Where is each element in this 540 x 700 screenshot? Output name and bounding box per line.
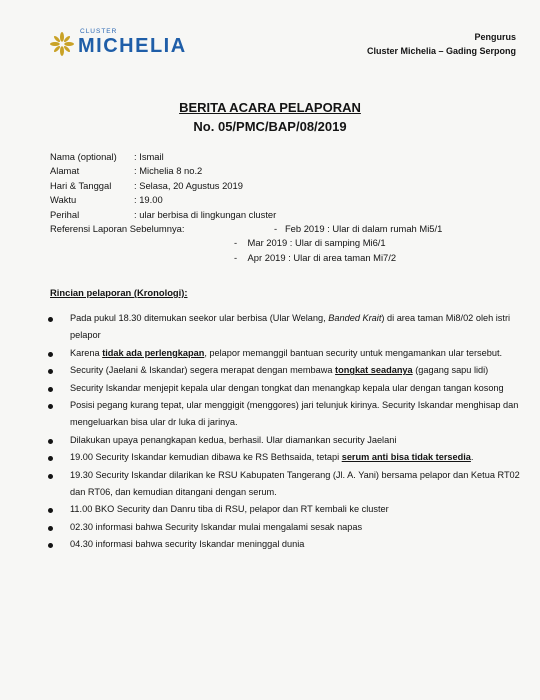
chronology-item: Security Iskandar menjepit kepala ular dengan tongkat dan menangkap kepala ular dengan tangan kosong <box>46 380 522 397</box>
item-text: Pada pukul 18.30 ditemukan seekor ular berbisa (Ular Welang, <box>70 313 329 323</box>
document-number: No. 05/PMC/BAP/08/2019 <box>193 119 347 134</box>
chronology-item: Posisi pegang kurang tepat, ular menggigit (menggores) jari telunjuk kirinya. Security Iskandar menghisap dan mengeluarkan bisa ular dr luka di jarinya. <box>46 397 522 432</box>
item-text: , pelapor memanggil bantuan security untuk mengamankan ular tersebut. <box>204 347 503 358</box>
info-value: : 19.00 <box>134 194 163 206</box>
info-label: Hari & Tanggal <box>50 179 112 191</box>
info-label: Nama (optional) <box>50 151 117 162</box>
info-row-nama <box>50 150 520 164</box>
info-value: : ular berbisa di lingkungan cluster <box>134 208 277 220</box>
chronology-list <box>46 310 522 554</box>
info-label: Alamat <box>50 165 80 177</box>
info-row-hari <box>50 179 520 193</box>
chronology-item <box>46 310 522 345</box>
logo <box>50 28 187 60</box>
reference-item: - Feb 2019 : Ular di dalam rumah Mi5/1 <box>274 222 443 234</box>
info-label: Waktu <box>50 194 77 206</box>
info-value: : Ismail <box>134 151 164 162</box>
chronology-heading: Rincian pelaporan (Kronologi): <box>50 287 188 298</box>
chronology-item: 04.30 informasi bahwa security Iskandar meninggal dunia <box>46 536 522 553</box>
reference-text: Mar 2019 : Ular di samping Mi6/1 <box>247 237 386 249</box>
item-text: (gagang sapu lidi) <box>412 365 489 376</box>
reference-item: - Apr 2019 : Ular di area taman Mi7/2 <box>234 251 397 263</box>
item-emphasis: tidak ada perlengkapan <box>102 347 205 358</box>
info-row-referensi-2 <box>50 236 520 250</box>
chronology-item <box>46 362 522 379</box>
item-text: Security (Jaelani & Iskandar) segera merapat dengan membawa <box>70 365 336 376</box>
info-row-waktu <box>50 193 520 207</box>
chronology-item: 02.30 informasi bahwa Security Iskandar mulai mengalami sesak napas <box>46 519 522 536</box>
logo-name: MICHELIA <box>78 35 187 57</box>
organization-header <box>367 30 516 58</box>
info-row-alamat <box>50 164 520 178</box>
reference-item: - Mar 2019 : Ular di samping Mi6/1 <box>234 237 386 249</box>
item-text: 19.00 Security Iskandar kemudian dibawa ke RS Bethsaida, tetapi <box>70 452 342 463</box>
logo-small-text: CLUSTER <box>80 28 118 35</box>
item-emphasis: serum anti bisa tidak tersedia <box>341 452 471 463</box>
info-value: : Michelia 8 no.2 <box>134 165 203 177</box>
reference-text: Feb 2019 : Ular di dalam rumah Mi5/1 <box>284 222 443 234</box>
info-value: : Selasa, 20 Agustus 2019 <box>134 179 243 191</box>
item-text: ) di area taman Mi8/02 oleh istri pelapor <box>70 313 511 341</box>
document-title: BERITA ACARA PELAPORAN <box>179 100 361 115</box>
info-label: Referensi Laporan Sebelumnya: <box>50 222 185 234</box>
chronology-item: Dilakukan upaya penangkapan kedua, berhasil. Ular diamankan security Jaelani <box>46 432 522 449</box>
org-line-1: Pengurus <box>474 32 516 42</box>
chronology-item <box>46 449 522 466</box>
info-row-perihal <box>50 208 520 222</box>
item-emphasis: tongkat seadanya <box>335 365 413 376</box>
info-label: Perihal <box>50 208 80 220</box>
chronology-item <box>46 345 522 362</box>
info-row-referensi-3 <box>50 251 520 265</box>
flower-icon <box>50 32 74 56</box>
chronology-item: 19.30 Security Iskandar dilarikan ke RSU Kabupaten Tangerang (Jl. A. Yani) bersama pelapor dan Ketua RT02 dan RT06, dan kemudian ditangani dengan serum. <box>46 467 522 502</box>
item-italic: Banded Krait <box>328 313 382 323</box>
org-line-2: Cluster Michelia – Gading Serpong <box>366 46 516 56</box>
item-text: Karena <box>70 347 103 358</box>
item-text: . <box>470 452 474 463</box>
chronology-item: 11.00 BKO Security dan Danru tiba di RSU, pelapor dan RT kembali ke cluster <box>46 501 522 518</box>
reference-text: Apr 2019 : Ular di area taman Mi7/2 <box>247 251 397 263</box>
report-info <box>50 150 520 265</box>
info-row-referensi <box>50 222 520 236</box>
